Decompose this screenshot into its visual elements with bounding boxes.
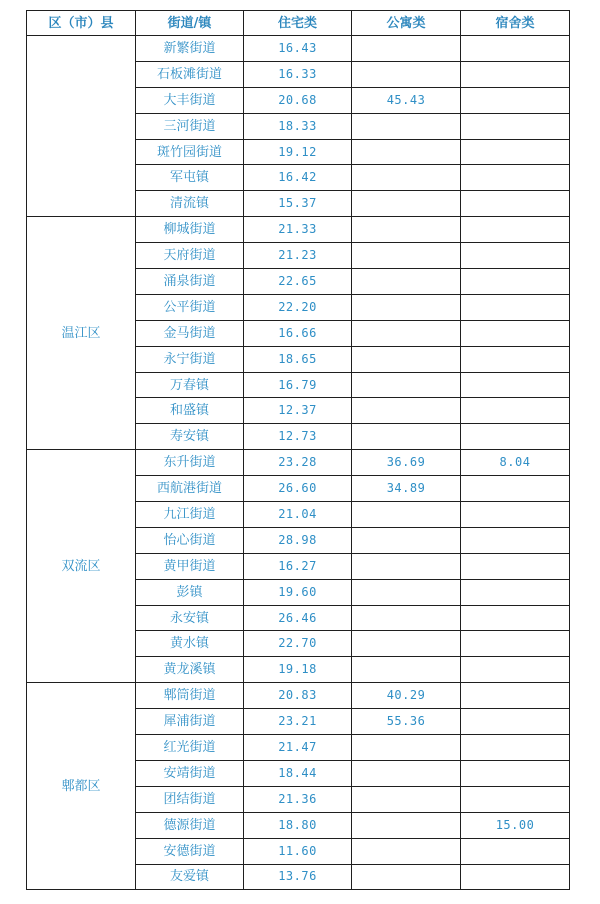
apartment-price-cell (352, 631, 461, 657)
apartment-price-cell (352, 243, 461, 269)
dormitory-price-cell (461, 398, 570, 424)
header-dormitory: 宿舍类 (461, 11, 570, 36)
residential-price-cell: 16.79 (244, 372, 352, 398)
header-residential: 住宅类 (244, 11, 352, 36)
street-cell: 柳城街道 (136, 217, 244, 243)
apartment-price-cell (352, 61, 461, 87)
residential-price-cell: 22.65 (244, 269, 352, 295)
dormitory-price-cell (461, 553, 570, 579)
residential-price-cell: 13.76 (244, 864, 352, 890)
residential-price-cell: 15.37 (244, 191, 352, 217)
dormitory-price-cell (461, 243, 570, 269)
street-cell: 安德街道 (136, 838, 244, 864)
residential-price-cell: 21.36 (244, 786, 352, 812)
district-cell: 双流区 (27, 450, 136, 683)
residential-price-cell: 26.60 (244, 476, 352, 502)
street-cell: 三河街道 (136, 113, 244, 139)
residential-price-cell: 20.83 (244, 683, 352, 709)
table-body (27, 36, 570, 890)
apartment-price-cell (352, 864, 461, 890)
residential-price-cell: 18.80 (244, 812, 352, 838)
street-cell: 彭镇 (136, 579, 244, 605)
residential-price-cell: 16.43 (244, 36, 352, 62)
dormitory-price-cell (461, 320, 570, 346)
residential-price-cell: 16.42 (244, 165, 352, 191)
apartment-price-cell (352, 165, 461, 191)
residential-price-cell: 12.37 (244, 398, 352, 424)
apartment-price-cell: 40.29 (352, 683, 461, 709)
dormitory-price-cell (461, 579, 570, 605)
dormitory-price-cell (461, 657, 570, 683)
dormitory-price-cell (461, 269, 570, 295)
apartment-price-cell (352, 735, 461, 761)
street-cell: 犀浦街道 (136, 709, 244, 735)
dormitory-price-cell (461, 61, 570, 87)
residential-price-cell: 23.21 (244, 709, 352, 735)
dormitory-price-cell (461, 346, 570, 372)
header-district: 区（市）县 (27, 11, 136, 36)
street-cell: 德源街道 (136, 812, 244, 838)
street-cell: 新繁街道 (136, 36, 244, 62)
apartment-price-cell (352, 191, 461, 217)
residential-price-cell: 20.68 (244, 87, 352, 113)
street-cell: 涌泉街道 (136, 269, 244, 295)
street-cell: 黄龙溪镇 (136, 657, 244, 683)
price-table-container (26, 10, 569, 890)
residential-price-cell: 22.70 (244, 631, 352, 657)
street-cell: 友爱镇 (136, 864, 244, 890)
dormitory-price-cell (461, 294, 570, 320)
dormitory-price-cell (461, 527, 570, 553)
dormitory-price-cell (461, 631, 570, 657)
residential-price-cell: 21.33 (244, 217, 352, 243)
apartment-price-cell (352, 579, 461, 605)
dormitory-price-cell (461, 786, 570, 812)
apartment-price-cell (352, 269, 461, 295)
header-row (27, 11, 570, 36)
district-cell (27, 36, 136, 217)
street-cell: 西航港街道 (136, 476, 244, 502)
apartment-price-cell (352, 294, 461, 320)
street-cell: 石板滩街道 (136, 61, 244, 87)
residential-price-cell: 21.23 (244, 243, 352, 269)
dormitory-price-cell (461, 36, 570, 62)
apartment-price-cell: 55.36 (352, 709, 461, 735)
street-cell: 清流镇 (136, 191, 244, 217)
street-cell: 红光街道 (136, 735, 244, 761)
dormitory-price-cell (461, 605, 570, 631)
dormitory-price-cell (461, 838, 570, 864)
dormitory-price-cell (461, 502, 570, 528)
apartment-price-cell (352, 502, 461, 528)
residential-price-cell: 23.28 (244, 450, 352, 476)
residential-price-cell: 12.73 (244, 424, 352, 450)
street-cell: 团结街道 (136, 786, 244, 812)
dormitory-price-cell (461, 683, 570, 709)
street-cell: 永安镇 (136, 605, 244, 631)
residential-price-cell: 16.33 (244, 61, 352, 87)
district-cell: 郫都区 (27, 683, 136, 890)
residential-price-cell: 19.18 (244, 657, 352, 683)
street-cell: 黄水镇 (136, 631, 244, 657)
street-cell: 大丰街道 (136, 87, 244, 113)
header-street: 街道/镇 (136, 11, 244, 36)
residential-price-cell: 21.47 (244, 735, 352, 761)
apartment-price-cell (352, 812, 461, 838)
district-cell: 温江区 (27, 217, 136, 450)
dormitory-price-cell (461, 372, 570, 398)
street-cell: 东升街道 (136, 450, 244, 476)
street-cell: 寿安镇 (136, 424, 244, 450)
dormitory-price-cell (461, 864, 570, 890)
dormitory-price-cell (461, 735, 570, 761)
residential-price-cell: 22.20 (244, 294, 352, 320)
street-cell: 郫筒街道 (136, 683, 244, 709)
apartment-price-cell (352, 372, 461, 398)
street-cell: 安靖街道 (136, 760, 244, 786)
residential-price-cell: 16.27 (244, 553, 352, 579)
street-cell: 黄甲街道 (136, 553, 244, 579)
apartment-price-cell (352, 139, 461, 165)
street-cell: 和盛镇 (136, 398, 244, 424)
apartment-price-cell (352, 553, 461, 579)
residential-price-cell: 28.98 (244, 527, 352, 553)
dormitory-price-cell (461, 709, 570, 735)
apartment-price-cell: 34.89 (352, 476, 461, 502)
apartment-price-cell (352, 605, 461, 631)
residential-price-cell: 11.60 (244, 838, 352, 864)
residential-price-cell: 26.46 (244, 605, 352, 631)
residential-price-cell: 18.65 (244, 346, 352, 372)
dormitory-price-cell: 8.04 (461, 450, 570, 476)
street-cell: 公平街道 (136, 294, 244, 320)
dormitory-price-cell (461, 217, 570, 243)
apartment-price-cell (352, 838, 461, 864)
residential-price-cell: 19.12 (244, 139, 352, 165)
dormitory-price-cell (461, 165, 570, 191)
dormitory-price-cell (461, 139, 570, 165)
dormitory-price-cell: 15.00 (461, 812, 570, 838)
street-cell: 永宁街道 (136, 346, 244, 372)
apartment-price-cell (352, 398, 461, 424)
table-header (27, 11, 570, 36)
apartment-price-cell (352, 346, 461, 372)
dormitory-price-cell (461, 87, 570, 113)
street-cell: 万春镇 (136, 372, 244, 398)
street-cell: 九江街道 (136, 502, 244, 528)
residential-price-cell: 16.66 (244, 320, 352, 346)
table-row (27, 683, 570, 709)
street-cell: 怡心街道 (136, 527, 244, 553)
apartment-price-cell (352, 36, 461, 62)
apartment-price-cell (352, 657, 461, 683)
apartment-price-cell (352, 113, 461, 139)
residential-price-cell: 18.44 (244, 760, 352, 786)
table-row (27, 450, 570, 476)
residential-price-cell: 19.60 (244, 579, 352, 605)
residential-price-cell: 21.04 (244, 502, 352, 528)
apartment-price-cell (352, 320, 461, 346)
dormitory-price-cell (461, 476, 570, 502)
price-table (26, 10, 570, 890)
dormitory-price-cell (461, 191, 570, 217)
apartment-price-cell (352, 527, 461, 553)
street-cell: 斑竹园街道 (136, 139, 244, 165)
apartment-price-cell (352, 786, 461, 812)
street-cell: 金马街道 (136, 320, 244, 346)
apartment-price-cell (352, 760, 461, 786)
street-cell: 军屯镇 (136, 165, 244, 191)
dormitory-price-cell (461, 424, 570, 450)
apartment-price-cell: 36.69 (352, 450, 461, 476)
header-apartment: 公寓类 (352, 11, 461, 36)
dormitory-price-cell (461, 760, 570, 786)
table-row (27, 36, 570, 62)
table-row (27, 217, 570, 243)
residential-price-cell: 18.33 (244, 113, 352, 139)
street-cell: 天府街道 (136, 243, 244, 269)
apartment-price-cell: 45.43 (352, 87, 461, 113)
apartment-price-cell (352, 424, 461, 450)
apartment-price-cell (352, 217, 461, 243)
dormitory-price-cell (461, 113, 570, 139)
